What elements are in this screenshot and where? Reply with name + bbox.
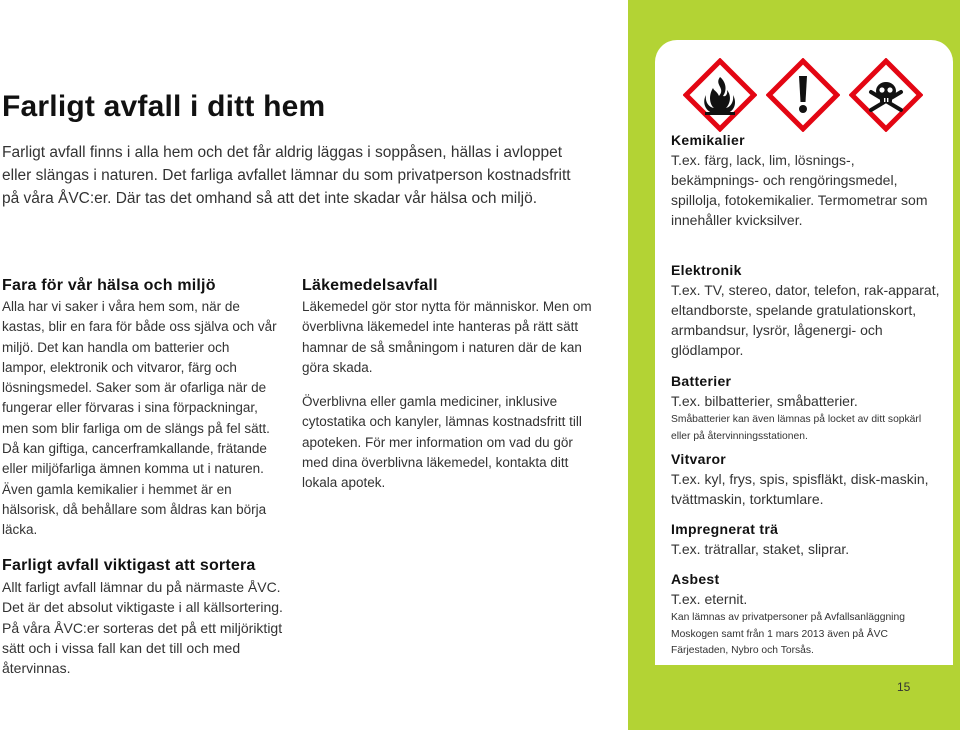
hazard-pictograms: [683, 58, 923, 132]
page-number: 15: [897, 680, 911, 694]
section-health-hazard: [2, 277, 277, 541]
category-impregnerat-tra: [671, 521, 941, 559]
category-heading: Batterier: [671, 373, 732, 389]
category-description: T.ex. TV, stereo, dator, telefon, rak-apparat, eltandborste, spelande gratulationskort, armbandsur, lysrör, lågenergi- och glödlampor.: [671, 282, 940, 358]
exclamation-pictogram-icon: [766, 58, 840, 132]
section-heading: Fara för vår hälsa och miljö: [2, 277, 216, 294]
category-kemikalier: [671, 132, 941, 230]
category-note: Kan lämnas av privatpersoner på Avfallsanläggning Moskogen samt från 1 mars 2013 även på ÅVC Färjestaden, Nybro och Torsås.: [671, 612, 905, 656]
section-heading: Farligt avfall viktigast att sortera: [2, 557, 256, 574]
category-description: T.ex. färg, lack, lim, lösnings-, bekämpnings- och rengöringsmedel, spillolja, fotokemikalier. Termometrar som innehåller kvicksilver.: [671, 152, 928, 228]
intro-paragraph: Farligt avfall finns i alla hem och det får aldrig läggas i soppåsen, hällas i avloppet eller slängas i naturen. Det farliga avfallet lämnar du som privatperson kostnadsfritt på våra ÅVC:er. Där tas det omhand så att det inte skadar vår hälsa och miljö.: [2, 144, 571, 207]
category-heading: Impregnerat trä: [671, 521, 779, 537]
category-description: T.ex. eternit.: [671, 591, 748, 607]
category-asbest: [671, 571, 941, 660]
flame-pictogram-icon: [683, 58, 757, 132]
category-note: Småbatterier kan även lämnas på locket av ditt sopkärl eller på återvinningsstationen.: [671, 414, 922, 442]
category-batterier: [671, 373, 941, 445]
section-heading: Läkemedelsavfall: [302, 277, 438, 294]
category-vitvaror: [671, 451, 941, 509]
category-heading: Vitvaror: [671, 451, 727, 467]
category-heading: Asbest: [671, 571, 720, 587]
section-sorting-priority: [2, 557, 292, 678]
section-body: Allt farligt avfall lämnar du på närmaste ÅVC. Det är det absolut viktigaste i all källsortering. På våra ÅVC:er sorteras det på ett miljöriktigt sätt och i vissa fall kan det till och med återvinnas.: [2, 579, 283, 677]
category-heading: Kemikalier: [671, 132, 745, 148]
category-heading: Elektronik: [671, 262, 742, 278]
section-body: Läkemedel gör stor nytta för människor. Men om överblivna läkemedel inte hanteras på rätt sätt hamnar de så småningom i naturen där de kan göra skada.: [302, 299, 592, 375]
section-medicine-waste: [302, 277, 592, 494]
category-elektronik: [671, 262, 941, 360]
sidebar-card: [655, 40, 953, 665]
section-body: Alla har vi saker i våra hem som, när de kastas, blir en fara för både oss själva och vår miljö. Det kan handla om batterier och lampor, elektronik och vitvaror, färg och lösningsmedel. Saker som är ofarliga när de fungerar eller förvaras i sina förpackningar, men som blir farliga om de slängs på fel sätt. Då kan giftiga, cancerframkallande, frätande eller miljöfarliga ämnen komma ut i naturen. Även gamla kemikalier i hemmet är en hälsorisk, då behållare som åldras kan börja läcka.: [2, 299, 277, 538]
category-description: T.ex. trätrallar, staket, sliprar.: [671, 541, 850, 557]
page-title: Farligt avfall i ditt hem: [2, 90, 326, 123]
category-description: T.ex. bilbatterier, småbatterier.: [671, 393, 858, 409]
category-description: T.ex. kyl, frys, spis, spisfläkt, disk-maskin, tvättmaskin, torktumlare.: [671, 471, 929, 507]
skull-crossbones-pictogram-icon: [849, 58, 923, 132]
section-body: Överblivna eller gamla mediciner, inklusive cytostatika och kanyler, lämnas kostnadsfritt till apoteken. För mer information om vad du gör med dina överblivna läkemedel, kontakta ditt lokala apotek.: [302, 394, 582, 491]
